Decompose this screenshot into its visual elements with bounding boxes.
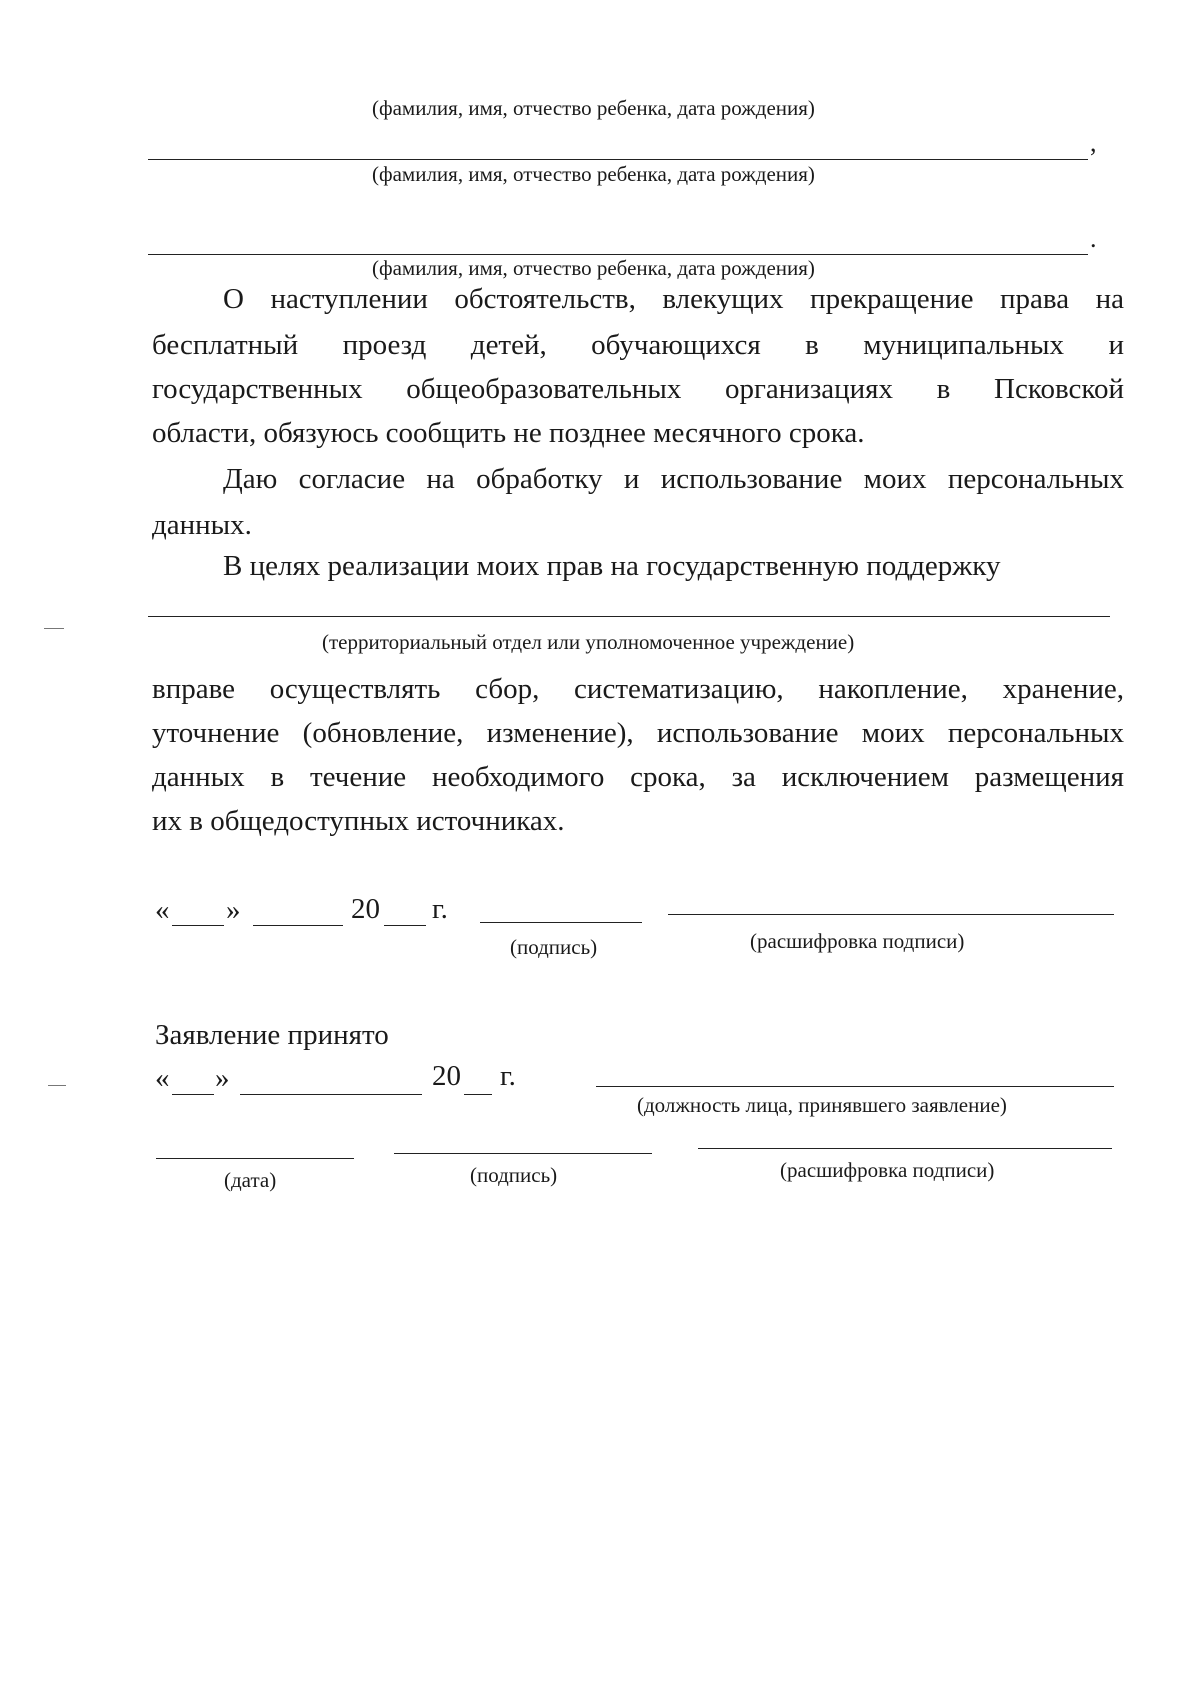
paragraph-3-line-2: уточнение (обновление, изменение), использование моих персональных <box>152 717 1124 749</box>
sign-open-quote: « <box>155 894 170 926</box>
child-line-3[interactable] <box>148 254 1088 255</box>
sign-signature-caption: (подпись) <box>510 935 598 959</box>
paragraph-3-intro: В целях реализации моих прав на государственную поддержку <box>223 550 1001 582</box>
paragraph-1-line-2: бесплатный проезд детей, обучающихся в муниципальных и <box>152 329 1124 361</box>
paragraph-3-line-3: данных в течение необходимого срока, за исключением размещения <box>152 761 1124 793</box>
margin-mark-2 <box>48 1085 66 1086</box>
sign-year-prefix: 20 <box>351 893 380 925</box>
acceptance-title: Заявление принято <box>155 1019 389 1051</box>
line-period: . <box>1090 224 1097 253</box>
sign-month-field[interactable] <box>253 925 343 926</box>
accept-signature-caption: (подпись) <box>470 1163 558 1187</box>
accept-day-field[interactable] <box>172 1094 214 1095</box>
paragraph-2-line-2: данных. <box>152 509 252 541</box>
sign-decoding-field[interactable] <box>668 914 1114 915</box>
territorial-caption: (территориальный отдел или уполномоченное учреждение) <box>322 630 855 654</box>
margin-mark-1 <box>44 628 64 629</box>
sign-day-field[interactable] <box>172 925 224 926</box>
accept-date-caption: (дата) <box>224 1168 277 1192</box>
sign-close-quote: » <box>226 894 241 926</box>
child-caption-1: (фамилия, имя, отчество ребенка, дата рождения) <box>372 96 815 120</box>
sign-year-suffix: г. <box>432 893 448 925</box>
paragraph-1-line-3: государственных общеобразовательных организациях в Псковской <box>152 373 1124 405</box>
child-caption-3: (фамилия, имя, отчество ребенка, дата рождения) <box>372 256 815 280</box>
accept-position-caption: (должность лица, принявшего заявление) <box>637 1093 1007 1117</box>
paragraph-1-line-1: О наступлении обстоятельств, влекущих прекращение права на <box>223 283 1124 315</box>
paragraph-2-line-1: Даю согласие на обработку и использование моих персональных <box>223 463 1124 495</box>
accept-year-prefix: 20 <box>432 1060 461 1092</box>
accept-month-field[interactable] <box>240 1094 422 1095</box>
sign-decoding-caption: (расшифровка подписи) <box>750 929 965 953</box>
paragraph-1-line-4: области, обязуюсь сообщить не позднее месячного срока. <box>152 417 865 449</box>
sign-year-field[interactable] <box>384 925 426 926</box>
accept-open-quote: « <box>155 1062 170 1094</box>
accept-decoding-caption: (расшифровка подписи) <box>780 1158 995 1182</box>
paragraph-3-line-1: вправе осуществлять сбор, систематизацию, накопление, хранение, <box>152 673 1124 705</box>
sign-signature-field[interactable] <box>480 922 642 923</box>
child-line-2[interactable] <box>148 159 1088 160</box>
accept-decoding-field[interactable] <box>698 1148 1112 1149</box>
accept-year-suffix: г. <box>500 1060 516 1092</box>
territorial-line[interactable] <box>148 616 1110 617</box>
accept-position-field[interactable] <box>596 1086 1114 1087</box>
child-caption-2: (фамилия, имя, отчество ребенка, дата рождения) <box>372 162 815 186</box>
accept-close-quote: » <box>215 1062 230 1094</box>
accept-year-field[interactable] <box>464 1094 492 1095</box>
accept-date-field[interactable] <box>156 1158 354 1159</box>
paragraph-3-line-4: их в общедоступных источниках. <box>152 805 565 837</box>
accept-signature-field[interactable] <box>394 1153 652 1154</box>
line-comma: , <box>1090 128 1097 157</box>
